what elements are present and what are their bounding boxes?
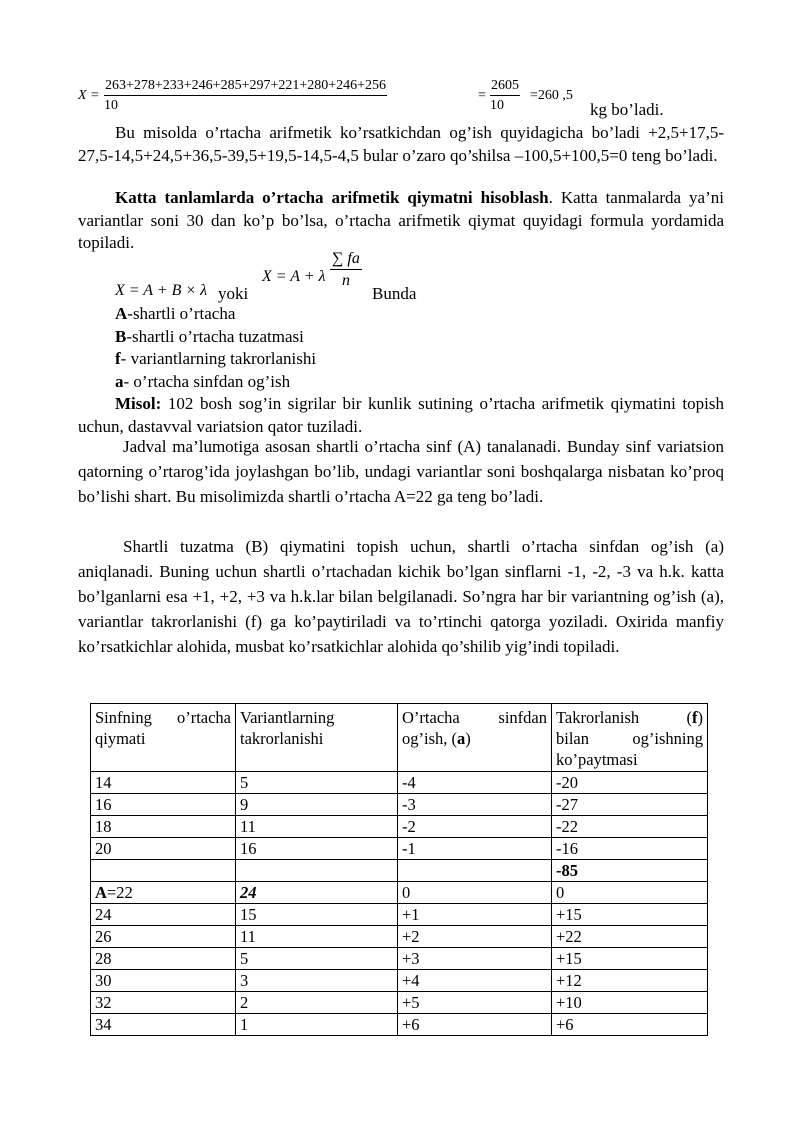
- table-row: 18 11 -2 -22: [91, 816, 708, 838]
- definition-b: B-shartli o’rtacha tuzatmasi: [115, 326, 304, 346]
- table-row: 30 3 +4 +12: [91, 970, 708, 992]
- formula-long-fraction: [330, 250, 362, 290]
- formula-short: X = A + B × λ: [115, 282, 208, 299]
- header-deviation: O’rtacha sinfdan og’ish, (a): [398, 704, 552, 772]
- example-label: Misol:: [115, 394, 162, 413]
- definition-a-upper: A-shartli o’rtacha: [115, 304, 236, 323]
- header-product: Takrorlanish (f) bilan og’ishning ko’paytmasi: [552, 704, 708, 772]
- table-row: 16 9 -3 -27: [91, 794, 708, 816]
- table-row: 26 11 +2 +22: [91, 926, 708, 948]
- paragraph-correction: Shartli tuzatma (B) qiymatini topish uchun, shartli o’rtacha sinfdan og’ish (a) aniqlanadi. Buning uchun shartli o’rtachadan kichik bo’lgan sinflarni -1, -2, -3 va h.k. katta bo’lganlarni esa +1, +2, +3 va h.k.lar bilan belgilanadi. So’ngra har bir variantning og’ish (a), variantlar takrorlanishi (f) ga ko’paytiriladi va to’rtinchi qatorga yoziladi. Oxirida manfiy ko’rsatkichlar alohida, musbat ko’rsatkichlar alohida qo’shilib yig’indi topiladi.: [78, 537, 724, 656]
- table-row: 20 16 -1 -16: [91, 838, 708, 860]
- paragraph-deviation: Bu misolda o’rtacha arifmetik ko’rsatkichdan og’ish quyidagicha bo’ladi +2,5+17,5-27,5-14,5+24,5+36,5-39,5+19,5-14,5-4,5 bular o’zaro qo’shilsa –100,5+100,5=0 teng bo’ladi.: [78, 123, 724, 165]
- table-row-negative-sum: [91, 860, 708, 882]
- formula-long-lhs: X = A + λ: [262, 268, 326, 285]
- paragraph-example: [78, 393, 724, 438]
- formula-n: n: [342, 272, 350, 289]
- formula-denominator-sum: 10: [490, 98, 504, 113]
- table-row: 32 2 +5 +10: [91, 992, 708, 1014]
- table-row: 28 5 +3 +15: [91, 948, 708, 970]
- formula-unit: kg bo’ladi.: [590, 100, 664, 119]
- definition-list: [115, 303, 316, 393]
- formula-lhs: X =: [78, 88, 100, 103]
- header-class-mean: Sinfning o’rtacha qiymati: [91, 704, 236, 772]
- table-row: 14 5 -4 -20: [91, 772, 708, 794]
- table-row: 34 1 +6 +6: [91, 1014, 708, 1036]
- paragraph-conditional-mean: Jadval ma’lumotiga asosan shartli o’rtacha sinf (A) tanalanadi. Bunday sinf variatsion qatorning o’rtarog’ida joylashgan bo’lib, undagi variantlar soni boshqalarga nisbatan ko’proq bo’lishi shart. Bu misolimizda shartli o’rtacha A=22 ga teng bo’ladi.: [78, 437, 724, 506]
- paragraph-large-samples-text: . Katta tanmalarda ya’ni variantlar soni 30 dan ko’p bo’lsa, o’rtacha arifmetik qiymat quyidagi formula yordamida topiladi.: [78, 188, 724, 252]
- table-row: 24 15 +1 +15: [91, 904, 708, 926]
- formula-equals: =: [478, 88, 486, 103]
- formula-result: =260 ,5: [530, 88, 573, 103]
- formula-fraction-sum: [490, 78, 520, 114]
- definition-f: f- variantlarning takrorlanishi: [115, 349, 317, 368]
- example-text: 102 bosh sog’in sigrilar bir kunlik sutining o’rtacha arifmetik qiymatini topish uchun, dastavval variatsion qator tuziladi.: [78, 394, 724, 436]
- formula-numerator-sum: 2605: [490, 78, 520, 96]
- variation-table: [90, 703, 708, 1036]
- formula-denominator: 10: [104, 98, 118, 113]
- formula-bunda: Bunda: [372, 284, 417, 303]
- formula-fraction-main: [104, 78, 387, 114]
- table-header-row: [91, 704, 708, 772]
- paragraph-large-samples: [78, 187, 724, 255]
- table-row-conditional-mean: A=22 24 0 0: [91, 882, 708, 904]
- formula-numerator: 263+278+233+246+285+297+221+280+246+256: [104, 78, 387, 96]
- formula-yoki: yoki: [218, 284, 249, 303]
- heading-large-samples: Katta tanlamlarda o’rtacha arifmetik qiymatni hisoblash: [115, 188, 549, 207]
- definition-a-lower: a- o’rtacha sinfdan og’ish: [115, 371, 291, 391]
- header-frequency: Variantlarning takrorlanishi: [236, 704, 398, 772]
- formula-sum-fa: ∑ fa: [330, 250, 362, 270]
- negative-sum-cell: -85: [552, 860, 708, 882]
